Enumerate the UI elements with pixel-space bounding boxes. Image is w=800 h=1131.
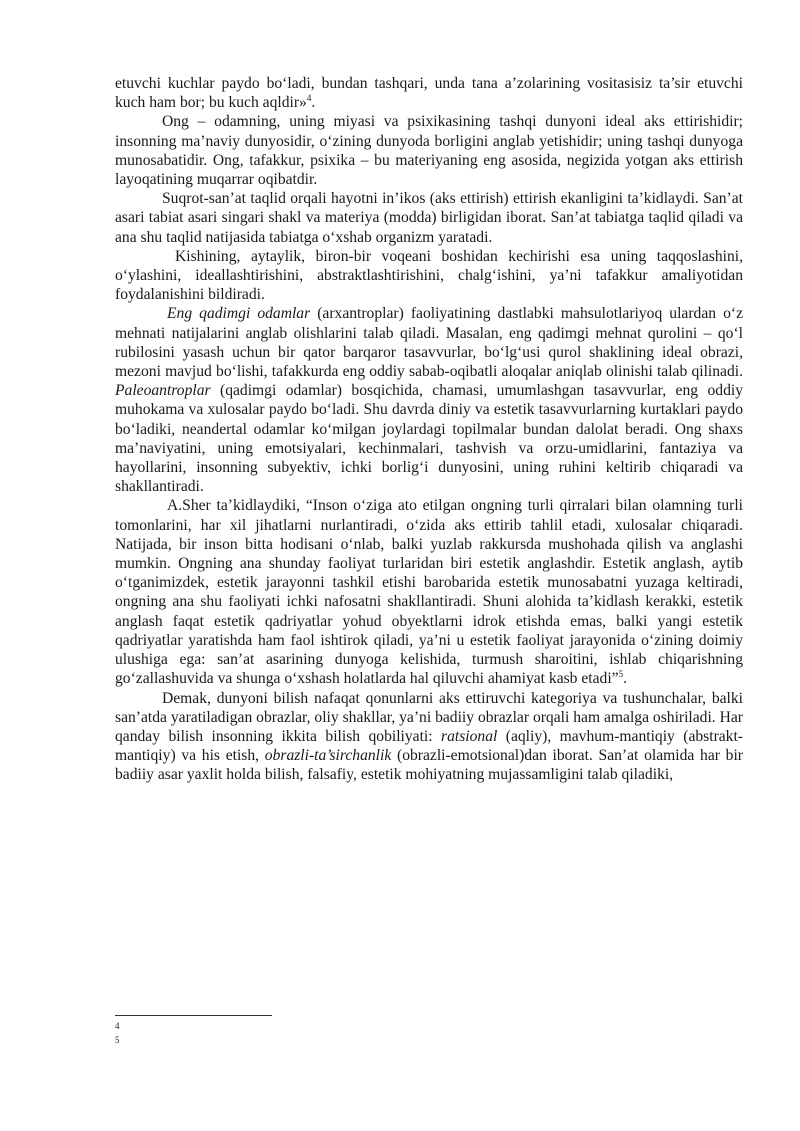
text-run: (arxantroplar) faoliyatining dastlabki mahsulotlariyoq ulardan o‘z mehnati natijalarini anglab olishlarini talab qiladi. Masalan, eng qadimgi mehnat qurolini – qo‘l rubilosini yasash uchun bir qator barqaror tasavvurlar, bo‘lg‘usi qurol shaklining ideal obrazi, mezoni mavjud bo‘lishi, tafakkurda eng oddiy sabab-oqibatli aloqalar aniqlab olinishi talab qilinadi. (115, 305, 743, 381)
text-run: Suqrot-san’at taqlid orqali hayotni in’ikos (aks ettirish) ettirish ekanligini ta’kidlaydi. San’at asari tabiat asari singari shakl va materiya (modda) birligidan iborat. San’at tabiatga taqlid qiladi va ana shu taqlid natijasida tabiatga o‘xshab organizm yaratadi. (115, 190, 743, 246)
text-run: A.Sher ta’kidlaydiki, “Inson o‘ziga ato etilgan ongning turli qirralari bilan olamning turli tomonlarini, har xil jihatlarni nurlantiradi, o‘zida aks ettirib tahlil etadi, xulosalar chiqaradi. Natijada, bir inson bitta hodisani o‘nlab, balki yuzlab rakkursda mushohada qilish va anglashi mumkin. Ongning ana shunday faoliyat turlaridan biri estetik anglashdir. Estetik anglash, aytib o‘tganimizdek, estetik jarayonni tashkil etishi barobarida estetik munosabatni yuzaga keltiradi, ongning ana shu faoliyati ichki nafosatni shakllantiradi. Shuni alohida ta’kidlash kerakki, estetik anglash faqat estetik qadriyatlar yohud obyektlarni idrok etishda emas, balki yangi estetik qadriyatlar yaratishda ham faol ishtirok qiladi, ya’ni u estetik faoliyat jarayonida o‘zining doimiy ulushiga ega: san’at asarining dunyoga kelishida, turmush sharoitini, ishlab chiqarishning go‘zallashuvida va shunga o‘xshash holatlarda hal qiluvchi ahamiyat kasb etadi” (115, 497, 743, 688)
text-run: (qadimgi odamlar) bosqichida, chamasi, umumlashgan tasavvurlar, eng oddiy muhokama va xulosalar paydo bo‘ladi. Shu davrda diniy va estetik tasavvurlarning kurtaklari paydo bo‘ladiki, neandertal odamlar ko‘milgan joylardagi topilmalar bundan dalolat beradi. Ong shaxs ma’naviyatini, uning emotsiyalari, kechinmalari, tashvish va orzu-umidlarini, fantaziya va hayollarini, insonning subyektiv, ichki borlig‘i dunyosini, uning ruhini keltirib chiqaradi va shakllantiradi. (115, 382, 743, 496)
text-run: . (311, 94, 316, 112)
paragraph-5 (115, 304, 743, 496)
footnote-ref: 4 (306, 93, 312, 104)
text-run: (aqliy), mavhum-mantiqiy (abstrakt-mantiqiy) va his etish, (115, 727, 743, 765)
footnote-mark: 5 (115, 1035, 120, 1045)
paragraph-6 (115, 496, 743, 688)
paragraph-3 (115, 189, 743, 247)
footnote-ref: 5 (618, 669, 624, 680)
paragraph-1 (115, 74, 743, 112)
italic-term: Paleoantroplar (115, 382, 211, 400)
paragraph-4 (115, 247, 743, 305)
footnote-4 (115, 1018, 743, 1032)
text-run: Demak, dunyoni bilish nafaqat qonunlarni aks ettiruvchi kategoriya va tushunchalar, balki san’atda yaratiladigan obrazlar, oliy shakllar, ya’ni badiiy obrazlar orqali ham amalga oshiriladi. Har qanday bilish insonning ikkita bilish qobiliyati: (115, 689, 743, 745)
document-body (115, 74, 743, 785)
footnote-5 (115, 1032, 743, 1046)
text-run: (obrazli-emotsional)dan iborat. San’at olamida har bir badiiy asar yaxlit holda bilish, falsafiy, estetik mohiyatning mujassamligini talab qiladiki, (115, 747, 743, 784)
italic-term: obrazli-ta’sirchanlik (264, 747, 392, 765)
text-run: Ong – odamning, uning miyasi va psixikasining tashqi dunyoni ideal aks ettirishidir; insonning ma’naviy dunyosidir, o‘zining dunyoda borligini anglab yetishidir; uning tashqi dunyoga munosabatidir. Ong, tafakkur, psixika – bu materiyaning eng asosida, negizida yotgan aks ettirish layoqatining muqarrar oqibatdir. (115, 113, 743, 189)
paragraph-7 (115, 689, 743, 785)
footnote-separator (115, 1015, 272, 1016)
italic-term: Eng qadimgi odamlar (167, 305, 311, 323)
text-run: etuvchi kuchlar paydo bo‘ladi, bundan tashqari, unda tana a’zolarining vositasisiz ta’sir etuvchi kuch ham bor; bu kuch aqldir» (115, 75, 743, 112)
text-run: Kishining, aytaylik, biron-bir voqeani boshidan kechirishi esa uning taqqoslashini, o‘ylashini, ideallashtirishini, abstraktlashtirishini, chalg‘ishini, ya’ni tafakkur amaliyotidan foydalanishini bildiradi. (115, 247, 743, 304)
italic-term: ratsional (441, 727, 498, 745)
footnote-mark: 4 (115, 1021, 120, 1031)
paragraph-2 (115, 112, 743, 189)
footnotes (115, 1015, 743, 1046)
text-run: . (623, 670, 628, 688)
